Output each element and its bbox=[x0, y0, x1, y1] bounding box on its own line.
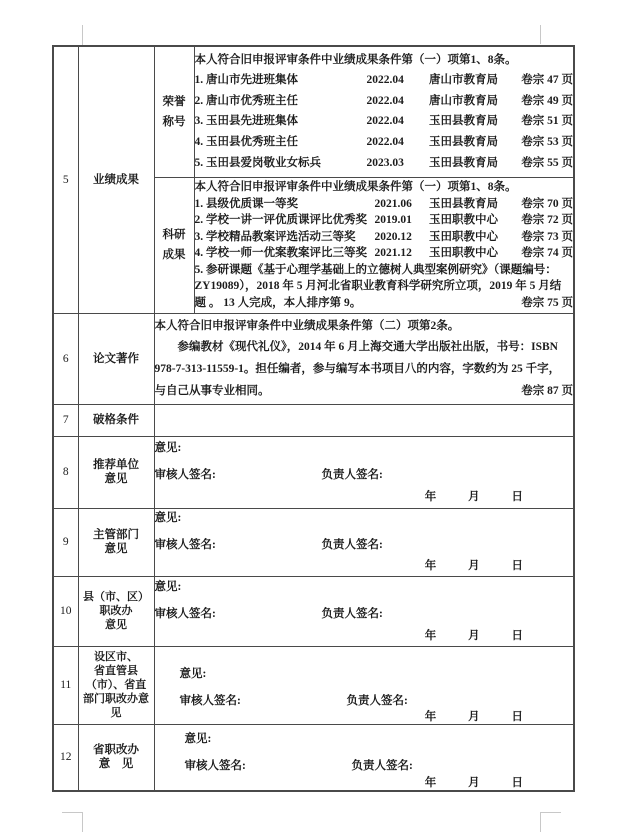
table-row bbox=[53, 646, 574, 724]
table-row bbox=[53, 46, 574, 177]
item-name: 1. 县级优质课一等奖 bbox=[194, 198, 298, 211]
row-label-recommending-unit bbox=[78, 436, 154, 508]
day-label: 日 bbox=[511, 710, 523, 723]
item-org: 玉田县教育局 bbox=[429, 115, 498, 128]
text-line: 职改办 bbox=[99, 605, 133, 617]
item-date: 2022.04 bbox=[366, 115, 404, 128]
item-org: 唐山市教育局 bbox=[429, 94, 498, 107]
row-number-7: 7 bbox=[53, 404, 78, 436]
leader-signature-label: 负责人签名: bbox=[321, 607, 383, 620]
publications-content-cell bbox=[154, 313, 574, 404]
table-row bbox=[53, 436, 574, 508]
text-line: 省职改办 bbox=[93, 744, 139, 756]
publications-paragraph bbox=[155, 336, 574, 380]
year-label: 年 bbox=[424, 490, 437, 503]
year-label: 年 bbox=[424, 710, 437, 723]
text-line: 意见 bbox=[105, 619, 127, 631]
item-org: 玉田县教育局 bbox=[429, 198, 498, 211]
signature-row bbox=[155, 538, 574, 552]
research-item-list bbox=[195, 196, 574, 262]
achievement-item bbox=[195, 212, 574, 228]
table-row bbox=[53, 576, 574, 646]
text-line: 5. 参研课题《基于心理学基础上的立德树人典型案例研究》（课题编号： bbox=[194, 263, 557, 276]
item-date: 2020.12 bbox=[374, 230, 412, 243]
text-line: 意 见 bbox=[98, 758, 134, 770]
signature-row bbox=[185, 759, 574, 773]
text-line: 称号 bbox=[162, 115, 186, 128]
project-last-text: 题 。 13 人完成，本人排序第 9。 bbox=[194, 296, 362, 309]
honor-item-list bbox=[195, 70, 574, 174]
date-line bbox=[155, 490, 574, 504]
text-line: 978-7-313-11559-1。担任编者，参与编写本书项目八的内容，字数约为 25 千字， bbox=[154, 362, 561, 375]
text-line: 推荐单位 bbox=[93, 459, 139, 471]
item-page: 卷宗 55 页 bbox=[521, 156, 573, 169]
research-heading: 本人符合旧申报评审条件中业绩成果条件第（一）项第1、8条。 bbox=[194, 181, 517, 194]
row-label-provincial-office bbox=[78, 724, 154, 791]
item-org: 玉田职教中心 bbox=[429, 230, 498, 243]
item-page: 卷宗 53 页 bbox=[521, 136, 573, 149]
leader-signature-label: 负责人签名: bbox=[346, 694, 408, 707]
item-name: 3. 学校精品教案评选活动三等奖 bbox=[194, 230, 356, 243]
item-org: 玉田职教中心 bbox=[429, 247, 498, 260]
achievement-item bbox=[195, 70, 574, 91]
month-label: 月 bbox=[468, 490, 480, 503]
achievement-item bbox=[195, 153, 574, 174]
prefecture-office-opinion-cell bbox=[154, 646, 574, 724]
table-row bbox=[53, 508, 574, 576]
opinion-label: 意见: bbox=[184, 732, 212, 745]
item-page: 卷宗 51 页 bbox=[521, 115, 573, 128]
exception-content-cell bbox=[154, 404, 574, 436]
text-line: 参编教材《现代礼仪》，2014 年 6 月上海交通大学出版社出版，书号：ISBN bbox=[154, 340, 558, 353]
month-label: 月 bbox=[468, 629, 480, 642]
achievement-item bbox=[195, 111, 574, 132]
item-name: 3. 玉田县先进班集体 bbox=[194, 115, 298, 128]
row-label-performance: 业绩成果 bbox=[78, 46, 154, 313]
reviewer-signature-label: 审核人签名: bbox=[154, 539, 216, 551]
sub-label-honor-title bbox=[154, 46, 194, 177]
item-org: 玉田县教育局 bbox=[429, 136, 498, 149]
signature-row bbox=[180, 694, 574, 708]
item-date: 2021.06 bbox=[374, 198, 412, 211]
evaluation-form-table bbox=[52, 45, 575, 792]
row-label-county-office bbox=[78, 576, 154, 646]
year-label: 年 bbox=[424, 776, 437, 789]
publications-last-line bbox=[155, 380, 574, 402]
text-line: 荣誉 bbox=[162, 95, 186, 108]
research-project-last-line bbox=[195, 295, 574, 311]
text-line: 意见 bbox=[104, 543, 128, 555]
row-number-6: 6 bbox=[53, 313, 78, 404]
text-line: 县（市、区） bbox=[83, 591, 149, 603]
supervising-dept-opinion-cell bbox=[154, 508, 574, 576]
date-line bbox=[155, 629, 574, 643]
margin-mark-bottom-left-icon bbox=[62, 812, 83, 832]
year-label: 年 bbox=[424, 629, 437, 642]
item-name: 4. 玉田县优秀班主任 bbox=[194, 136, 298, 149]
row-label-publications: 论文著作 bbox=[78, 313, 154, 404]
provincial-office-opinion-cell bbox=[154, 724, 574, 791]
opinion-label: 意见: bbox=[154, 580, 182, 593]
research-content-cell bbox=[194, 177, 574, 313]
signature-row bbox=[155, 607, 574, 621]
item-name: 1. 唐山市先进班集体 bbox=[194, 73, 298, 86]
date-line bbox=[180, 710, 574, 724]
item-date: 2022.04 bbox=[366, 94, 404, 107]
sub-label-research bbox=[154, 177, 194, 313]
table-row bbox=[53, 724, 574, 791]
day-label: 日 bbox=[511, 776, 523, 789]
item-page: 卷宗 49 页 bbox=[521, 94, 573, 107]
achievement-item bbox=[195, 132, 574, 153]
text-line: 意见 bbox=[104, 473, 128, 485]
item-page: 卷宗 73 页 bbox=[521, 230, 573, 243]
publications-heading: 本人符合旧申报评审条件中业绩成果条件第（二）项第2条。 bbox=[154, 319, 460, 332]
item-date: 2022.04 bbox=[366, 73, 404, 86]
table-row bbox=[53, 313, 574, 404]
leader-signature-label: 负责人签名: bbox=[321, 468, 383, 481]
achievement-item bbox=[195, 91, 574, 112]
day-label: 日 bbox=[511, 490, 523, 503]
row-number-9: 9 bbox=[53, 508, 78, 576]
row-number-12: 12 bbox=[53, 724, 78, 791]
item-date: 2023.03 bbox=[366, 156, 404, 169]
reviewer-signature-label: 审核人签名: bbox=[184, 759, 246, 772]
date-line bbox=[155, 559, 574, 573]
opinion-label: 意见: bbox=[154, 512, 182, 524]
leader-signature-label: 负责人签名: bbox=[351, 759, 413, 772]
date-line bbox=[185, 776, 574, 790]
item-name: 5. 玉田县爱岗敬业女标兵 bbox=[194, 156, 321, 169]
opinion-label: 意见: bbox=[179, 667, 207, 680]
item-page: 卷宗 47 页 bbox=[521, 73, 573, 86]
honor-content-cell bbox=[194, 46, 574, 177]
text-line: （市）、省直 bbox=[85, 679, 147, 691]
row-number-5: 5 bbox=[53, 46, 78, 313]
item-page: 卷宗 72 页 bbox=[521, 214, 573, 227]
item-page: 卷宗 70 页 bbox=[521, 198, 573, 211]
table-row bbox=[53, 404, 574, 436]
leader-signature-label: 负责人签名: bbox=[321, 539, 383, 551]
row-number-10: 10 bbox=[53, 576, 78, 646]
item-name: 4. 学校一师一优案教案评比三等奖 bbox=[194, 247, 367, 260]
signature-row bbox=[155, 468, 574, 482]
item-name: 2. 学校一讲一评优质课评比优秀奖 bbox=[194, 214, 367, 227]
text-line: 部门职改办意 bbox=[83, 693, 149, 705]
text-line: 设区市、 bbox=[94, 651, 138, 663]
day-label: 日 bbox=[511, 560, 523, 572]
row-label-exception: 破格条件 bbox=[78, 404, 154, 436]
month-label: 月 bbox=[468, 710, 480, 723]
item-page: 卷宗 74 页 bbox=[521, 247, 573, 260]
achievement-item bbox=[195, 229, 574, 245]
item-date: 2022.04 bbox=[366, 136, 404, 149]
month-label: 月 bbox=[468, 560, 480, 572]
reviewer-signature-label: 审核人签名: bbox=[179, 694, 241, 707]
text-line: 成果 bbox=[162, 249, 186, 261]
row-number-8: 8 bbox=[53, 436, 78, 508]
honor-heading: 本人符合旧申报评审条件中业绩成果条件第（一）项第1、8条。 bbox=[194, 53, 517, 66]
month-label: 月 bbox=[468, 776, 480, 789]
item-date: 2021.12 bbox=[374, 247, 412, 260]
text-line: 主管部门 bbox=[93, 529, 139, 541]
text-line: 科研 bbox=[162, 229, 186, 241]
reviewer-signature-label: 审核人签名: bbox=[154, 468, 216, 481]
day-label: 日 bbox=[511, 629, 523, 642]
margin-mark-bottom-right-icon bbox=[540, 812, 561, 832]
row-label-prefecture-office bbox=[78, 646, 154, 724]
project-page-ref: 卷宗 75 页 bbox=[521, 296, 573, 309]
opinion-label: 意见: bbox=[154, 441, 182, 454]
margin-mark-top-left-icon bbox=[82, 25, 83, 45]
item-org: 唐山市教育局 bbox=[429, 73, 498, 86]
item-date: 2019.01 bbox=[374, 214, 412, 227]
item-org: 玉田职教中心 bbox=[429, 214, 498, 227]
recommending-unit-opinion-cell bbox=[154, 436, 574, 508]
text-line: ZY19089），2018 年 5 月河北省职业教育科学研究所立项，2019 年 5 月结 bbox=[194, 280, 562, 293]
county-office-opinion-cell bbox=[154, 576, 574, 646]
research-project-lines bbox=[195, 262, 574, 295]
margin-mark-top-right-icon bbox=[540, 25, 541, 44]
publications-page-ref: 卷宗 87 页 bbox=[521, 384, 573, 397]
achievement-item bbox=[195, 196, 574, 212]
text-line: 见 bbox=[110, 707, 122, 719]
row-label-supervising-dept bbox=[78, 508, 154, 576]
publications-last-text: 与自己从事专业相同。 bbox=[154, 384, 270, 397]
achievement-item bbox=[195, 245, 574, 261]
item-name: 2. 唐山市优秀班主任 bbox=[194, 94, 298, 107]
reviewer-signature-label: 审核人签名: bbox=[154, 607, 216, 620]
text-line: 省直管县 bbox=[94, 665, 138, 677]
year-label: 年 bbox=[424, 560, 437, 572]
row-number-11: 11 bbox=[53, 646, 78, 724]
item-org: 玉田县教育局 bbox=[429, 156, 498, 169]
